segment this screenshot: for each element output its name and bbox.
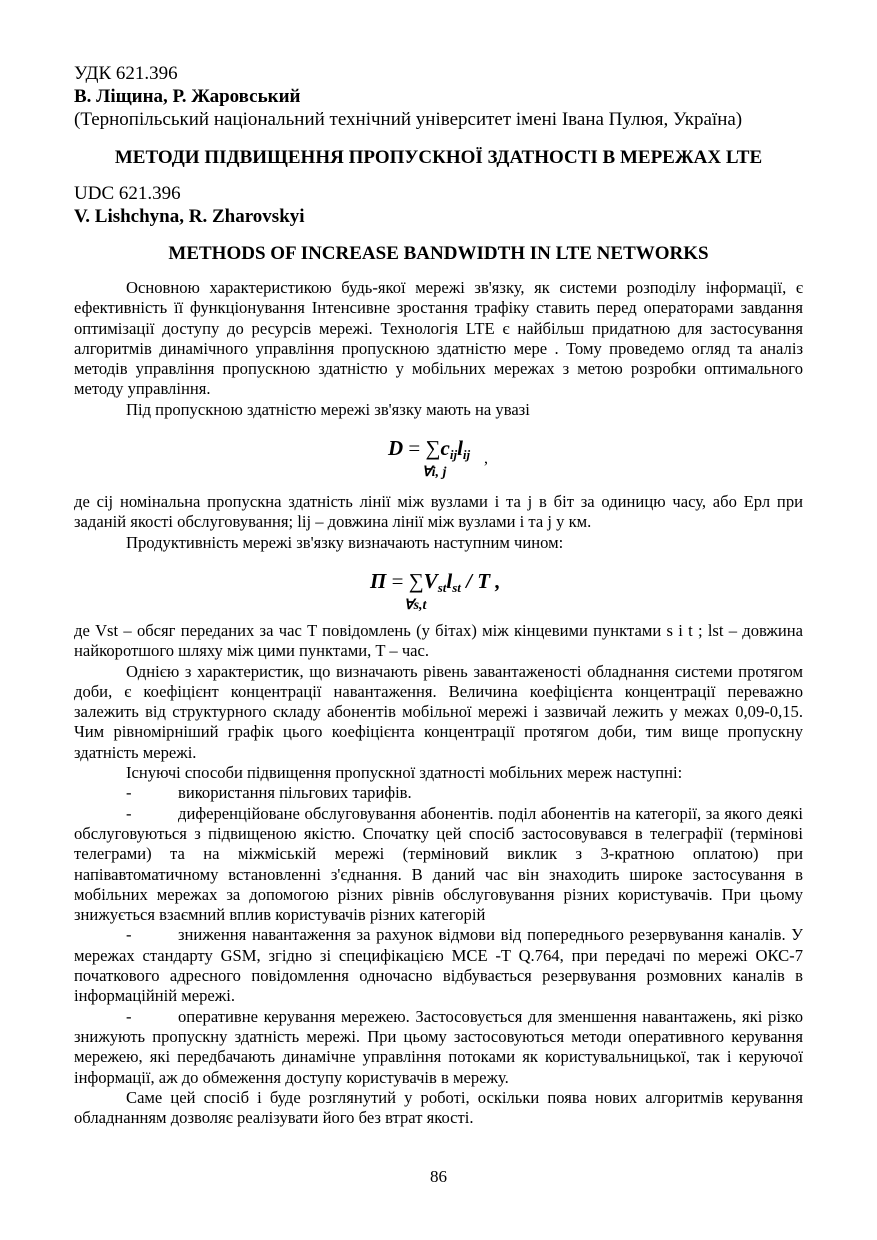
list-dash: -: [126, 1006, 132, 1026]
list-item-2: [74, 804, 803, 926]
formula-productivity: [74, 553, 803, 621]
paragraph-3: де cij номінальна пропускна здатність лінії між вузлами i та j в біт за одиницю часу, або Ерл при заданій якості обслуговування; lij – довжина лінії між вузлами i та j у км.: [74, 492, 803, 532]
formula-1-sum-sign: ∑: [425, 436, 441, 461]
list-item-1-text: використання пільгових тарифів.: [178, 783, 412, 803]
paragraph-2: Під пропускною здатністю мережі зв'язку мають на увазі: [126, 399, 530, 419]
affiliation: (Тернопільський національний технічний університет імені Івана Пулюя, Україна): [74, 109, 743, 130]
formula-2-eq: =: [391, 568, 404, 593]
formula-1-comma: ,: [484, 450, 488, 468]
list-dash: -: [126, 925, 132, 945]
list-dash: -: [126, 803, 132, 823]
list-item-4: [74, 1007, 803, 1088]
paragraph-8: Саме цей спосіб і буде розглянутий у роботі, оскільки поява нових алгоритмів керування обладнанням дозволяє реалізувати його без втрат якості.: [74, 1087, 803, 1128]
list-item-1: [74, 783, 803, 803]
list-item-3: [74, 925, 803, 1006]
authors-uk: В. Ліщина, Р. Жаровський: [74, 86, 301, 107]
formula-1-l-sub: ij: [462, 447, 471, 463]
list-item-2-text: диференційоване обслуговування абонентів. поділ абонентів на категорії, за якого деякі обслуговуються з підвищеною якістю. Спочатку цей спосіб застосовувався в телеграфії (термінові телеграми) та на міжміській мережі (терміновий виклик з 3-кратною оплатою) при напівавтоматичному встановленні з'єднання. В даний час він знаходить широке застосування в мобільних мережах за допомогою різних рівнів обслуговування різних користувачів. При цьому знижується взаємний вплив користувачів різних категорій: [74, 803, 803, 925]
udk-code: УДК 621.396: [74, 63, 178, 84]
paragraph-6: Однією з характеристик, що визначають рівень завантаженості обладнання системи протягом доби, є коефіцієнт концентрації навантаження. Величина коефіцієнта концентрації переважно залежить від структурного складу абонентів мобільної мережі і зазвичай лежить у межах 0,09-0,15. Чим рівномірніший графік цього коефіцієнта концентрації протягом доби, тим вище пропускну здатність мережі.: [74, 661, 803, 762]
list-item-4-text: оперативне керування мережею. Застосовується для зменшення навантажень, які різко знижують пропускну здатність мережі. При цьому застосовуються методи оперативного керування мережею, які передбачають динамічне управління потоками як користувальницької, так і керуючої інформації, аж до обмеження доступу користувачів в мережу.: [74, 1006, 803, 1087]
udc-code: UDC 621.396: [74, 183, 181, 204]
formula-2-sum-sign: ∑: [408, 568, 424, 593]
formula-2-l: l: [446, 568, 453, 593]
list-dash: -: [126, 783, 132, 803]
paragraph-4: Продуктивність мережі зв'язку визначають наступним чином:: [126, 532, 564, 552]
formula-1-c: c: [440, 436, 450, 461]
paragraph-1: Основною характеристикою будь-якої мережі зв'язку, як системи розподілу інформації, є ефективність її функціонування Інтенсивне зростання трафіку ставить перед операторами завдання оптимізації доступу до ресурсів мережі. Технологія LTE є найбільш придатною для застосування алгоритмів динамічного управління пропускною здатністю мере . Тому проведемо огляд та аналіз методів управління пропускною здатністю у мобільних мережах з метою розробки оптимального методу управління.: [74, 278, 803, 399]
paragraph-5: де Vst – обсяг переданих за час T повідомлень (у бітах) між кінцевими пунктами s і t ; lst – довжина найкоротшого шляху між цими пунктами, T – час.: [74, 620, 803, 661]
formula-1-eq: =: [408, 436, 421, 461]
list-item-3-text: зниження навантаження за рахунок відмови від попереднього резервування каналів. У мережах стандарту GSM, згідно зі специфікацією МСЕ -T Q.764, при передачі по мережі ОКС-7 початкового адресного повідомлення одночасно відбувається резервування розмовних каналів в інформаційній мережі.: [74, 925, 803, 1006]
title-uk: МЕТОДИ ПІДВИЩЕННЯ ПРОПУСКНОЇ ЗДАТНОСТІ В МЕРЕЖАХ LTE: [114, 147, 763, 168]
formula-2-rest: / T ,: [460, 568, 501, 593]
authors-en: V. Lishchyna, R. Zharovskyi: [74, 206, 305, 227]
formula-1-l: l: [457, 436, 463, 461]
page-number: 86: [430, 1167, 447, 1186]
title-en: METHODS OF INCREASE BANDWIDTH IN LTE NETWORKS: [168, 243, 709, 264]
formula-2-l-sub: st: [452, 579, 461, 595]
formula-1-under: ∀i, j: [422, 465, 447, 481]
formula-2-under: ∀s,t: [404, 597, 427, 613]
formula-1-lhs: D: [388, 436, 404, 461]
formula-2-v: V: [423, 568, 438, 593]
formula-bandwidth: [74, 420, 803, 492]
formula-1-c-sub: ij: [449, 447, 458, 463]
article-page: [74, 62, 803, 1128]
paragraph-7: Існуючі способи підвищення пропускної здатності мобільних мереж наступні:: [126, 763, 683, 783]
formula-2-v-sub: st: [437, 579, 447, 595]
formula-2-lhs: П: [370, 568, 387, 593]
